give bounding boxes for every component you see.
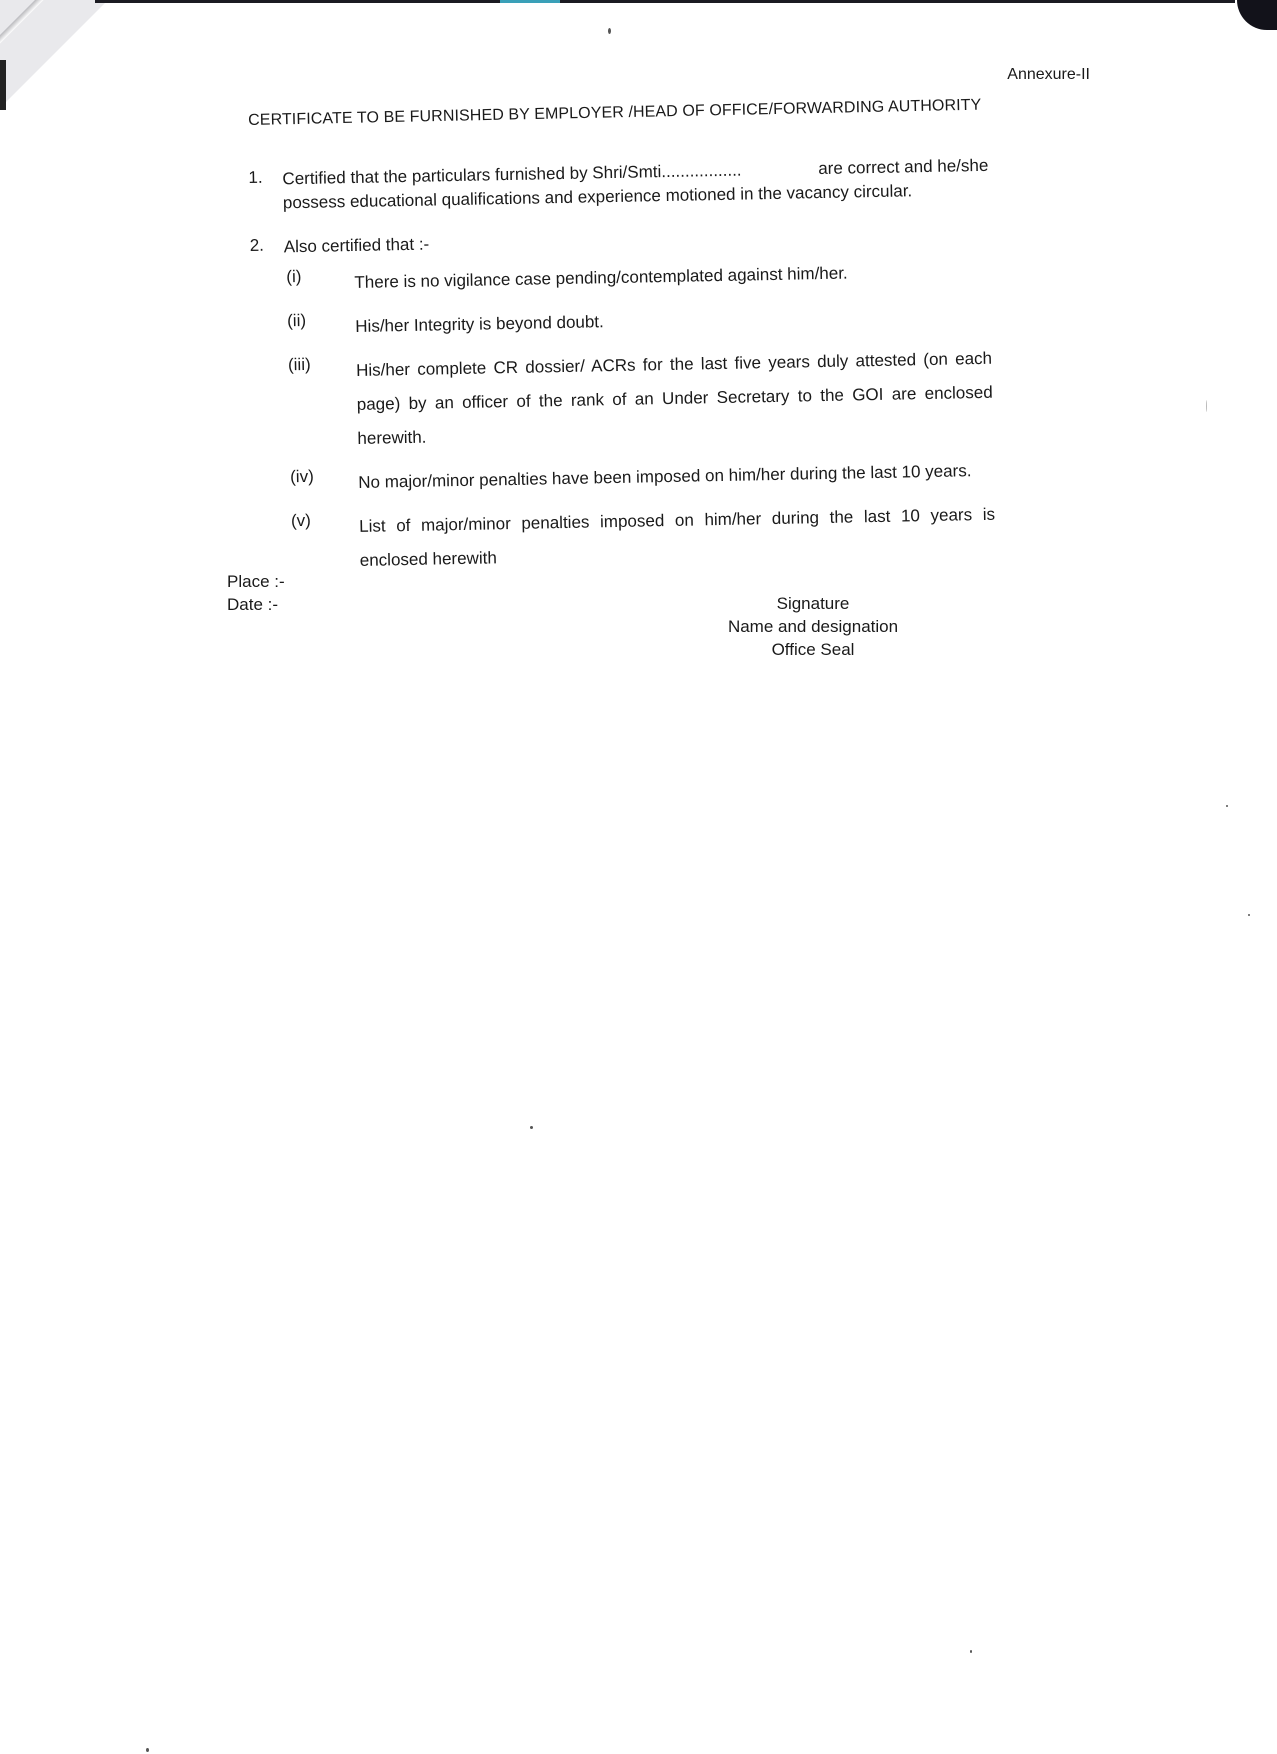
sub-item-text: No major/minor penalties have been imposed on him/her during the last 10 years.: [358, 461, 972, 492]
item-number: 1.: [248, 167, 263, 187]
sub-item-text: List of major/minor penalties imposed on him/her during the last 10 years is enclosed herewith: [358, 504, 996, 570]
sub-item-ii: [287, 298, 992, 346]
date-label: Date :-: [227, 595, 279, 614]
signature-label: Signature: [776, 594, 850, 613]
name-designation-label: Name and designation: [727, 617, 899, 636]
sub-item-iii: [288, 342, 994, 457]
item-text: Also certified that :-: [283, 234, 430, 257]
scan-speck: [530, 1126, 533, 1129]
list-item-1: [248, 154, 989, 216]
scan-edge-right: [1237, 0, 1277, 30]
list-item-2: [250, 222, 990, 260]
item-line-1-right: are correct and he/she: [818, 155, 989, 179]
scan-speck: [1206, 400, 1207, 412]
annexure-label: Annexure-II: [1007, 66, 1090, 83]
sub-item-iv: [290, 454, 995, 502]
item-number: 2.: [249, 235, 265, 255]
sub-item-number: (iv): [289, 466, 314, 487]
sub-item-text: His/her complete CR dossier/ ACRs for the last five years duly attested (on each page) by an officer of the rank of an Under Secretary to the GOI are enclosed herewith.: [355, 348, 993, 448]
item-line-2: possess educational qualifications and experience motioned in the vacancy circular.: [282, 181, 913, 213]
scan-edge-left: [0, 60, 6, 110]
scan-edge-top: [95, 0, 1235, 3]
scan-speck: [1226, 805, 1228, 807]
certificate-body: [248, 142, 996, 590]
folded-corner: [0, 0, 108, 108]
scan-speck: [970, 1650, 972, 1653]
sub-item-text: His/her Integrity is beyond doubt.: [355, 312, 604, 336]
place-label: Place :-: [227, 572, 285, 591]
sub-item-text: There is no vigilance case pending/contemplated against him/her.: [354, 263, 848, 292]
sub-item-number: (i): [286, 266, 302, 287]
scan-speck: [146, 1748, 149, 1752]
sub-list: [286, 254, 996, 579]
sub-item-number: (v): [290, 510, 312, 531]
place-date-block: [227, 570, 285, 616]
item-line-1-left: Certified that the particulars furnished by Shri/Smti.................: [282, 160, 742, 189]
scan-speck: [608, 28, 611, 34]
certificate-title: CERTIFICATE TO BE FURNISHED BY EMPLOYER /HEAD OF OFFICE/FORWARDING AUTHORITY: [248, 96, 982, 129]
scan-edge-tint: [500, 0, 560, 3]
sub-item-i: [286, 254, 991, 302]
sub-item-v: [291, 498, 996, 580]
item-text: [282, 154, 989, 216]
office-seal-label: Office Seal: [771, 640, 855, 659]
sub-item-number: (iii): [287, 354, 311, 375]
signature-block: [700, 592, 926, 661]
sub-item-number: (ii): [286, 310, 307, 331]
scan-speck: [1248, 914, 1250, 916]
